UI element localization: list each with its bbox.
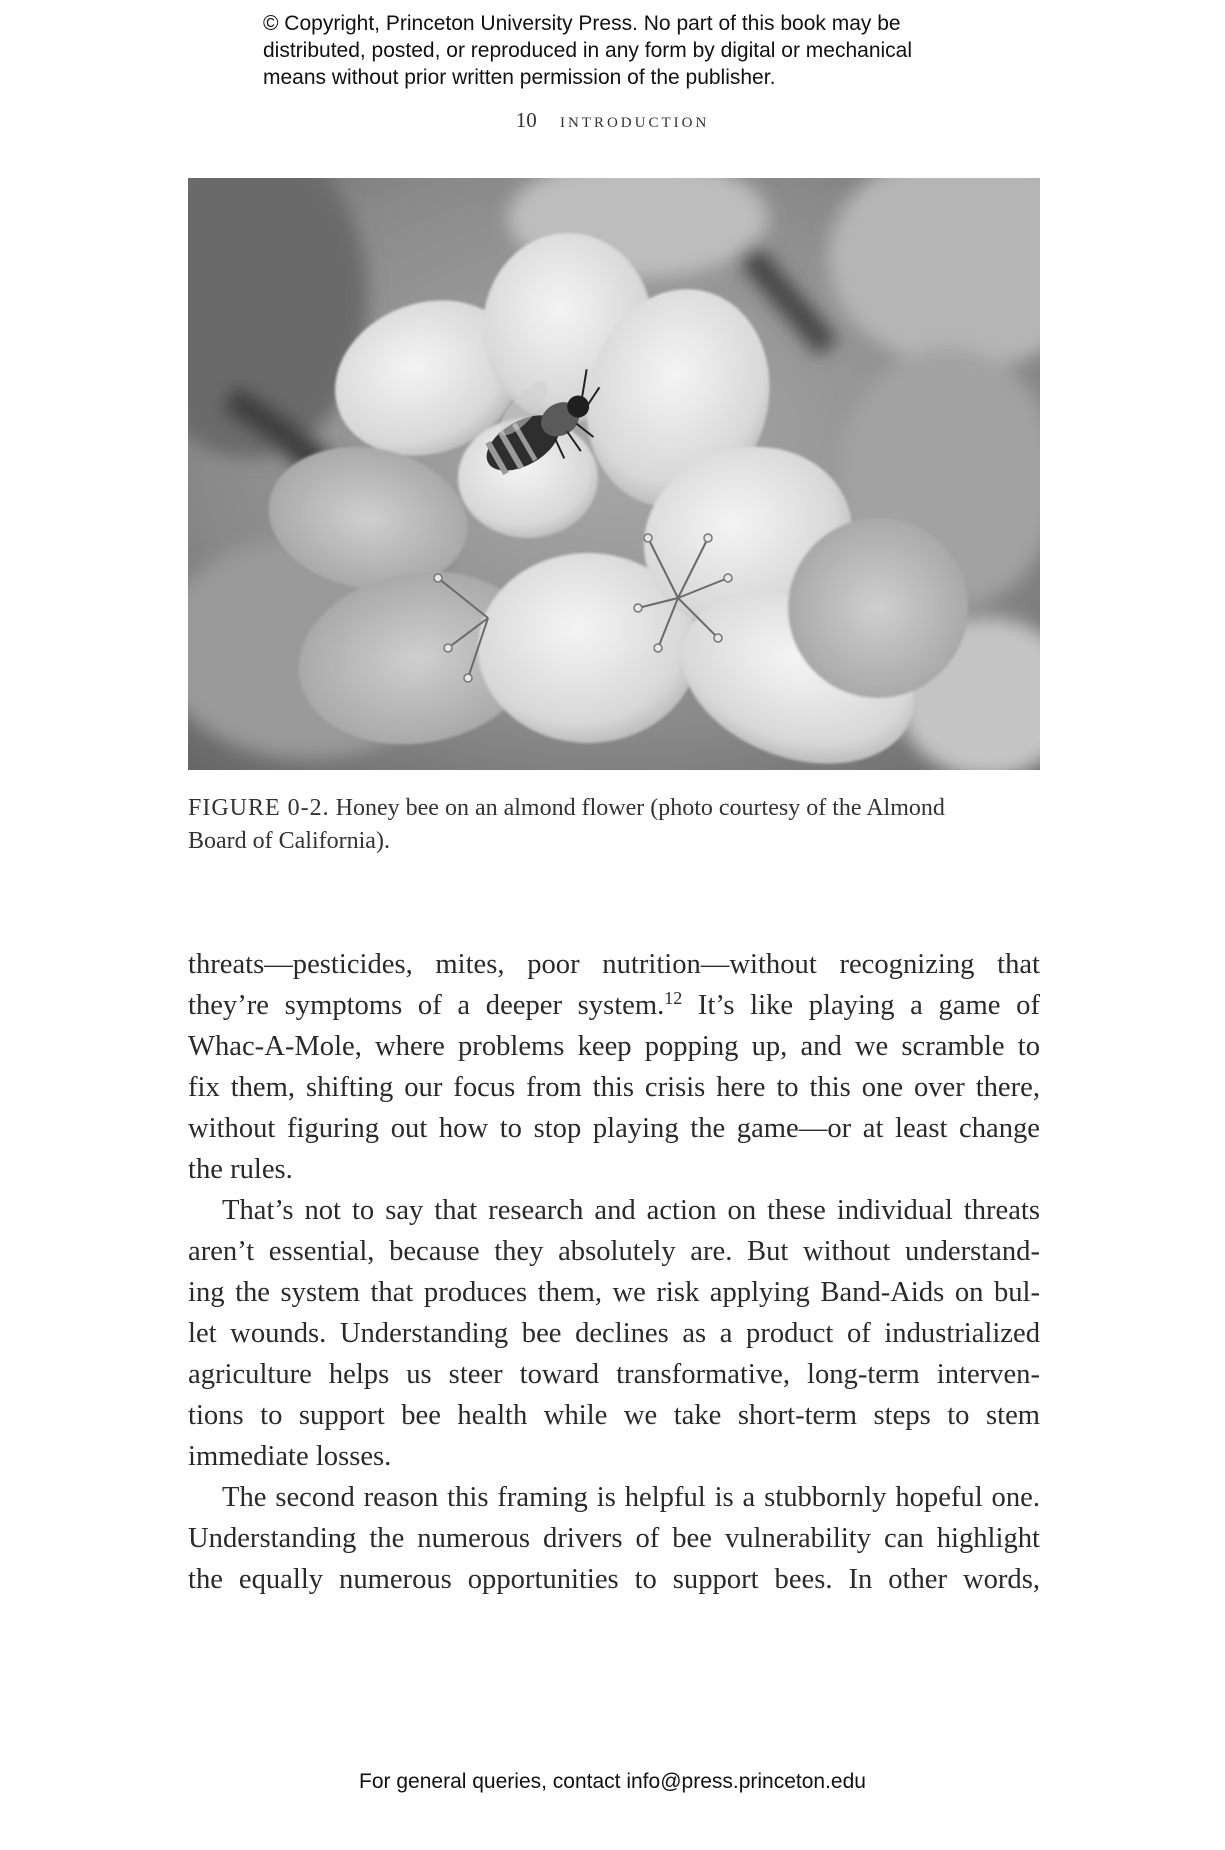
copyright-line: distributed, posted, or reproduced in any form by digital or mechanical [263, 39, 913, 62]
footer-contact: For general queries, contact info@press.princeton.edu [359, 1770, 866, 1793]
text-line [188, 985, 1040, 1026]
caption-line: Board of California). [188, 828, 390, 854]
body-text [188, 944, 1040, 1600]
figure-label: FIGURE 0-2. [188, 795, 330, 821]
text-line: Whac-A-Mole, where problems keep popping up, and we scramble to [188, 1031, 1040, 1062]
page-number: 10 [515, 108, 537, 132]
text-line: fix them, shifting our focus from this crisis here to this one over there, [188, 1072, 1040, 1103]
text-segment: they’re symptoms of a deeper system. [188, 990, 665, 1021]
running-head [0, 108, 1225, 133]
text-line: tions to support bee health while we take short-term steps to stem [188, 1400, 1040, 1431]
text-line: immediate losses. [188, 1441, 392, 1472]
figure-caption [188, 792, 1048, 858]
text-line: without figuring out how to stop playing the game—or at least change [188, 1113, 1040, 1144]
copyright-line: © Copyright, Princeton University Press. No part of this book may be [263, 12, 901, 35]
caption-text: Honey bee on an almond flower (photo courtesy of the Almond [329, 795, 945, 821]
text-line: agriculture helps us steer toward transformative, long-term interven- [188, 1359, 1040, 1390]
section-title: introduction [559, 108, 710, 132]
caption-line [188, 792, 1048, 825]
text-line: the rules. [188, 1154, 293, 1185]
text-line: aren’t essential, because they absolutely are. But without understand- [188, 1236, 1040, 1267]
figure-photo [188, 178, 1040, 770]
text-line: threats—pesticides, mites, poor nutrition—without recognizing that [188, 949, 1040, 980]
copyright-notice [263, 10, 983, 91]
bee-on-almond-flower-image [188, 178, 1040, 770]
text-line: let wounds. Understanding bee declines as a product of industrialized [188, 1318, 1040, 1349]
text-line: Understanding the numerous drivers of bee vulnerability can highlight [188, 1523, 1040, 1554]
copyright-line: means without prior written permission of the publisher. [263, 66, 776, 89]
text-segment: It’s like playing a game of [682, 990, 1040, 1021]
footnote-ref: 12 [664, 988, 683, 1008]
text-line: the equally numerous opportunities to support bees. In other words, [188, 1564, 1040, 1595]
text-line: ing the system that produces them, we risk applying Band-Aids on bul- [188, 1277, 1040, 1308]
text-line: That’s not to say that research and action on these individual threats [222, 1195, 1040, 1226]
text-line: The second reason this framing is helpful is a stubbornly hopeful one. [222, 1482, 1040, 1513]
